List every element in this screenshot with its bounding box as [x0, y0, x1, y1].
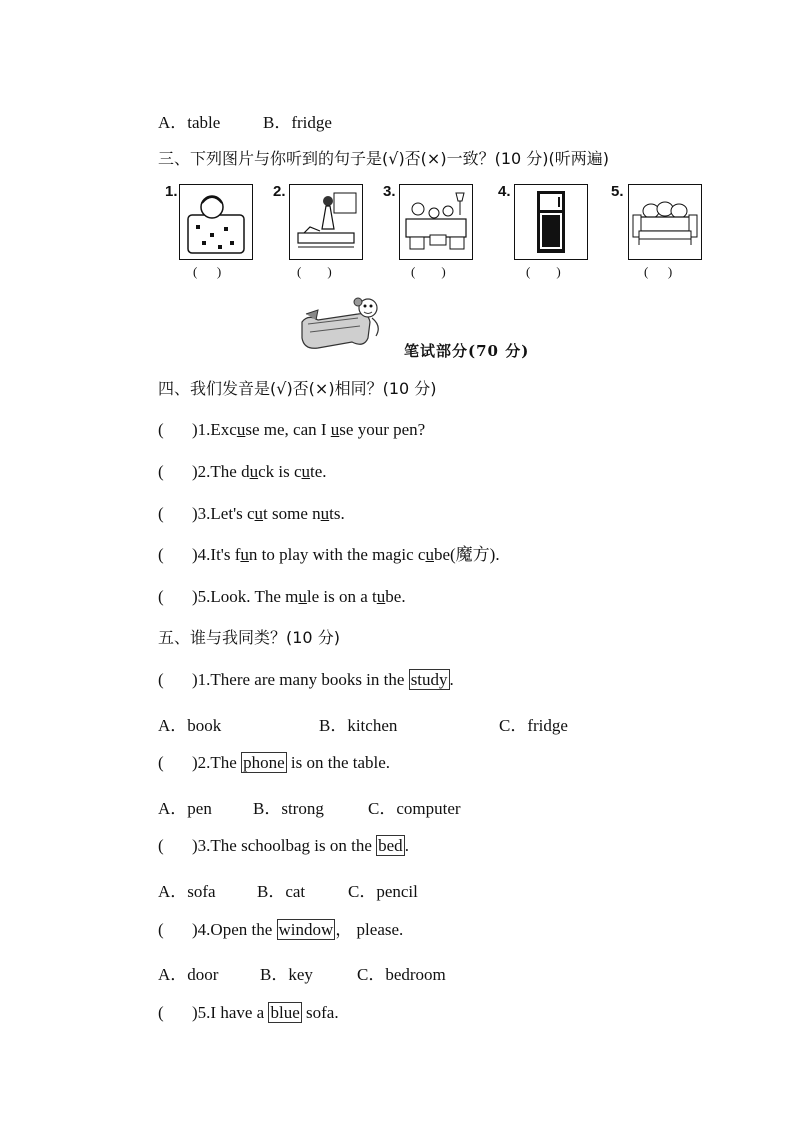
picture-number: 5. [611, 183, 624, 200]
section3-title: 三、下列图片与你听到的句子是(√)否(×)一致？(10 分)(听两遍) [158, 149, 609, 168]
boxed-word: blue [270, 1003, 300, 1022]
underlined-letter: u [301, 462, 311, 481]
pronunciation-item-4 [158, 544, 500, 566]
picture-number: 4. [498, 183, 511, 200]
pronunciation-item-2 [158, 461, 327, 483]
boxed-word: study [410, 670, 448, 689]
answer-paren[interactable]: ( [158, 504, 164, 523]
family-living-room-icon [399, 184, 473, 260]
item-text: le is on a t [306, 587, 377, 606]
option-b: B．fridge [263, 113, 332, 132]
answer-paren[interactable]: ( [158, 587, 164, 606]
item-text: ts. [329, 504, 345, 523]
underlined-letter: u [330, 420, 340, 439]
category-question-4 [158, 919, 403, 941]
answer-paren[interactable]: ( [158, 920, 164, 939]
answer-paren[interactable]: ( [158, 1003, 164, 1022]
monkey-on-scroll-icon [298, 292, 390, 354]
item-text: se me, can I [245, 420, 331, 439]
q3-option-a: A．sofa [158, 882, 216, 901]
underlined-letter: u [425, 545, 434, 564]
underlined-letter: u [320, 504, 330, 523]
item-text: ck is c [258, 462, 302, 481]
question-text: )3.The schoolbag is on the [192, 836, 377, 855]
item-text: )1.Exc [192, 420, 237, 439]
answer-paren[interactable]: ( [158, 836, 164, 855]
underlined-letter: u [236, 420, 246, 439]
answer-blank[interactable]: ( ) [193, 264, 222, 279]
question-text: . [404, 836, 409, 855]
question-text: sofa. [301, 1003, 339, 1022]
underlined-letter: u [376, 587, 386, 606]
question-text: )1.There are many books in the [192, 670, 409, 689]
category-question-1 [158, 669, 454, 691]
answer-blank[interactable]: ( ) [526, 264, 561, 279]
item-text: )3.Let's c [192, 504, 255, 523]
boxed-word: bed [378, 836, 403, 855]
option-a: A．table [158, 113, 221, 132]
underlined-letter: u [240, 545, 249, 564]
boxed-word: window [278, 920, 334, 939]
underlined-letter: u [298, 587, 307, 606]
q1-option-b: B．kitchen [319, 716, 398, 735]
item-text: )2.The d [192, 462, 250, 481]
question-text: ， please. [335, 920, 404, 939]
q1-option-c: C．fridge [499, 716, 568, 735]
item-text: be(魔方). [433, 545, 500, 564]
picture-number: 2. [273, 183, 286, 200]
category-question-5 [158, 1002, 339, 1024]
picture-row [0, 181, 794, 281]
picture-number: 1. [165, 183, 178, 200]
pronunciation-item-5 [158, 586, 406, 608]
sleeping-child-icon [179, 184, 253, 260]
answer-paren[interactable]: ( [158, 670, 164, 689]
answer-paren[interactable]: ( [158, 462, 164, 481]
pronunciation-item-1 [158, 419, 425, 441]
item-text: te. [310, 462, 327, 481]
section5-title: 五、谁与我同类？(10 分) [158, 628, 340, 647]
answer-blank[interactable]: ( ) [411, 264, 446, 279]
boxed-word: phone [243, 753, 285, 772]
q3-option-c: C．pencil [348, 882, 418, 901]
q4-option-a: A．door [158, 965, 219, 984]
written-part-label: 笔试部分(70 分) [404, 342, 530, 360]
underlined-letter: u [254, 504, 264, 523]
underlined-letter: u [249, 462, 259, 481]
item-text: t some n [263, 504, 321, 523]
q3-option-b: B．cat [257, 882, 306, 901]
question-text: . [449, 670, 454, 689]
answer-paren[interactable]: ( [158, 753, 164, 772]
item-text: n to play with the magic c [248, 545, 426, 564]
q1-option-a: A．book [158, 716, 222, 735]
q2-option-c: C．computer [368, 799, 461, 818]
category-question-3 [158, 835, 409, 857]
picture-number: 3. [383, 183, 396, 200]
item-text: be. [385, 587, 406, 606]
question-text: )4.Open the [192, 920, 277, 939]
item-text: se your pen? [339, 420, 426, 439]
q4-option-c: C．bedroom [357, 965, 446, 984]
answer-paren[interactable]: ( [158, 420, 164, 439]
question-text: )5.I have a [192, 1003, 269, 1022]
fridge-icon [514, 184, 588, 260]
pronunciation-item-3 [158, 503, 345, 525]
q2-option-b: B．strong [253, 799, 324, 818]
section4-title: 四、我们发音是(√)否(×)相同？(10 分) [158, 379, 437, 398]
q2-option-a: A．pen [158, 799, 212, 818]
answer-paren[interactable]: ( [158, 545, 164, 564]
category-question-2 [158, 752, 390, 774]
item-text: )4.It's f [192, 545, 241, 564]
sofa-icon [628, 184, 702, 260]
woman-cooking-icon [289, 184, 363, 260]
item-text: )5.Look. The m [192, 587, 299, 606]
question-text: is on the table. [286, 753, 391, 772]
q4-option-b: B．key [260, 965, 313, 984]
question-text: )2.The [192, 753, 242, 772]
answer-blank[interactable]: ( ) [644, 264, 673, 279]
answer-blank[interactable]: ( ) [297, 264, 332, 279]
